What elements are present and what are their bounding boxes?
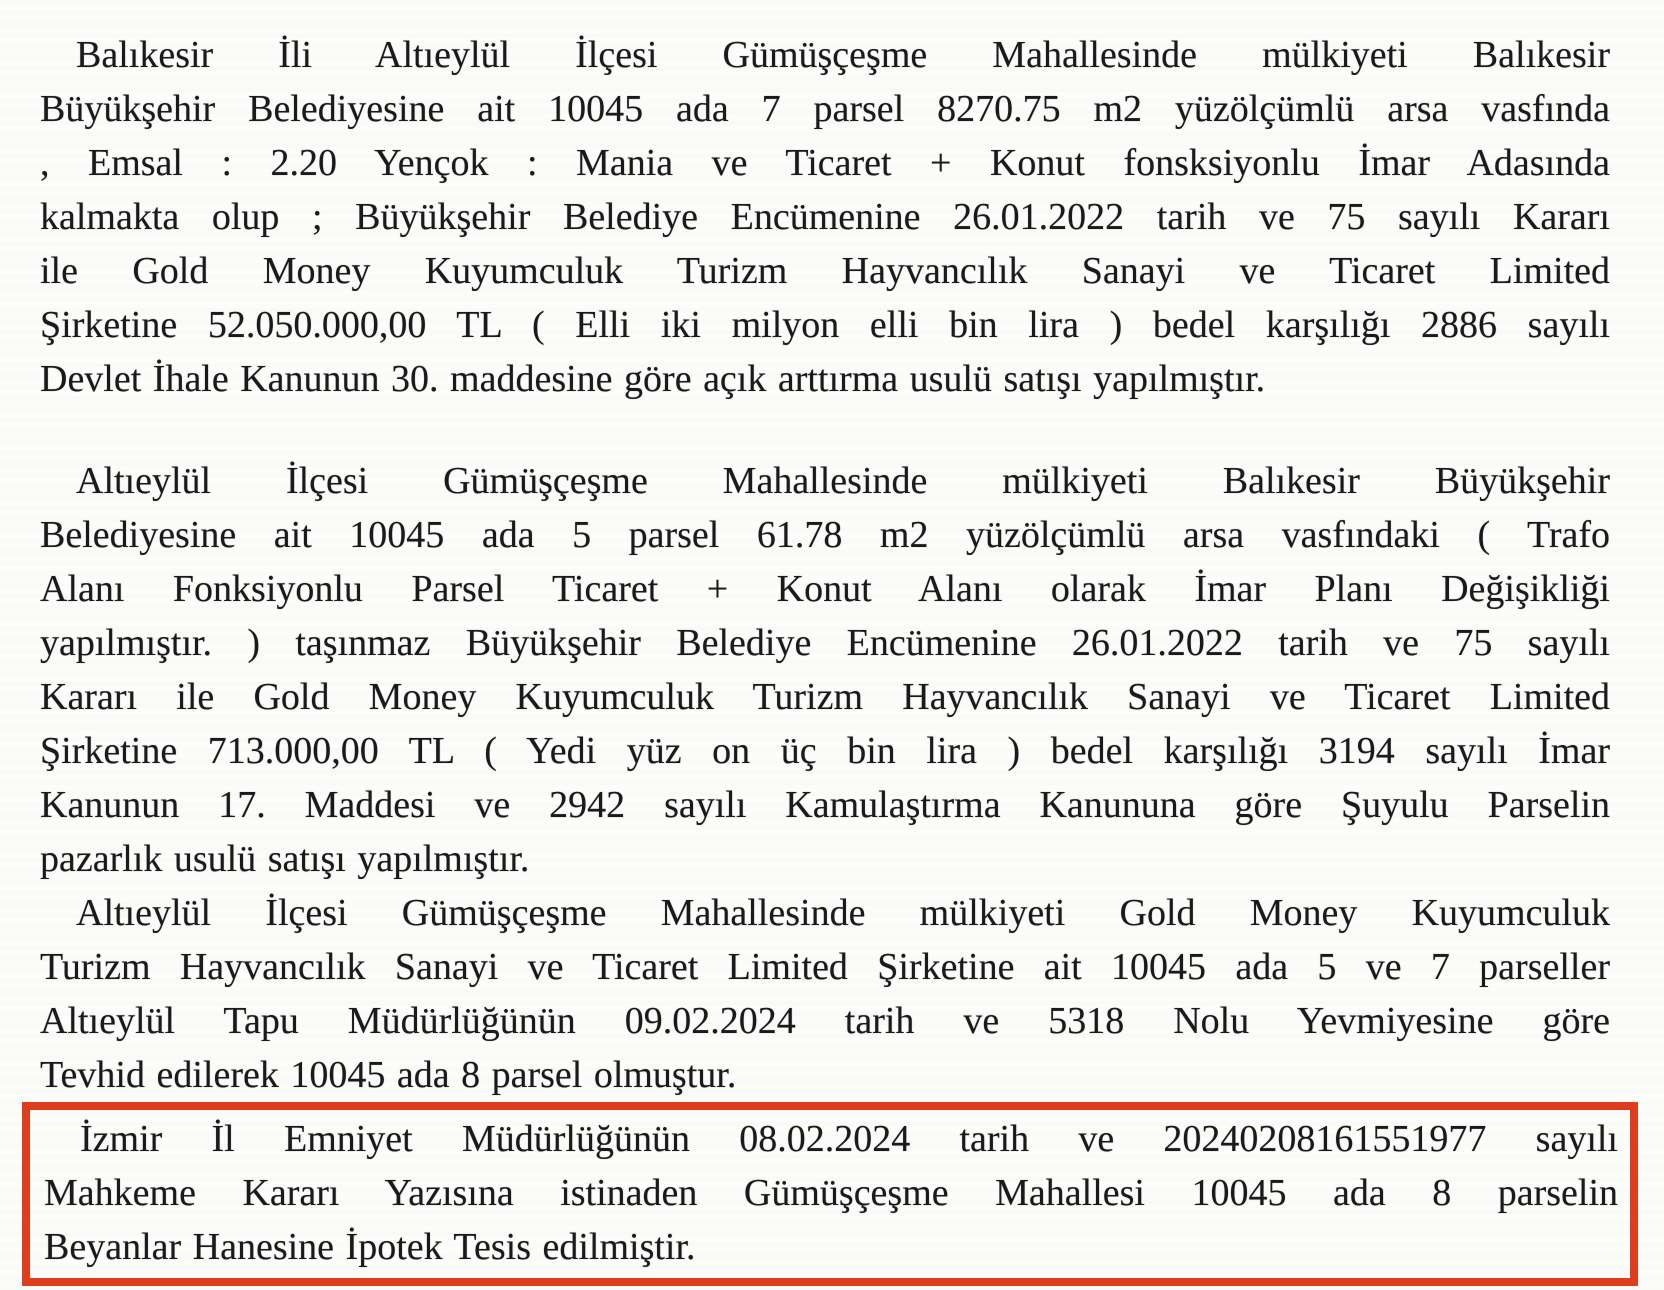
paragraph-gap [40,406,1610,454]
text-line: Altıeylül İlçesi Gümüşçeşme Mahallesinde mülkiyeti Gold Money Kuyumculuk [76,892,1610,934]
text-line: Altıeylül İlçesi Gümüşçeşme Mahallesinde mülkiyeti Balıkesir Büyükşehir [76,460,1610,502]
text-line: Tevhid edilerek 10045 ada 8 parsel olmuştur. [40,1054,737,1096]
text-line: Mahkeme Kararı Yazısına istinaden Gümüşçeşme Mahallesi 10045 ada 8 parselin [44,1172,1618,1214]
paragraph-tevhid [40,886,1610,1102]
paragraph-sale-10045-ada-5 [40,454,1610,886]
text-line: Kararı ile Gold Money Kuyumculuk Turizm Hayvancılık Sanayi ve Ticaret Limited [40,676,1610,718]
text-line: ile Gold Money Kuyumculuk Turizm Hayvancılık Sanayi ve Ticaret Limited [40,250,1610,292]
text-line: Devlet İhale Kanunun 30. maddesine göre açık arttırma usulü satışı yapılmıştır. [40,358,1266,400]
text-line: Büyükşehir Belediyesine ait 10045 ada 7 parsel 8270.75 m2 yüzölçümlü arsa vasfında [40,88,1610,130]
text-line: Turizm Hayvancılık Sanayi ve Ticaret Limited Şirketine ait 10045 ada 5 ve 7 parseller [40,946,1610,988]
text-line: pazarlık usulü satışı yapılmıştır. [40,838,530,880]
highlight-box [22,1102,1638,1286]
text-line: Şirketine 52.050.000,00 TL ( Elli iki milyon elli bin lira ) bedel karşılığı 2886 sayılı [40,304,1610,346]
text-line: Şirketine 713.000,00 TL ( Yedi yüz on üç bin lira ) bedel karşılığı 3194 sayılı İmar [40,730,1610,772]
text-line: Altıeylül Tapu Müdürlüğünün 09.02.2024 tarih ve 5318 Nolu Yevmiyesine göre [40,1000,1610,1042]
text-line: Balıkesir İli Altıeylül İlçesi Gümüşçeşme Mahallesinde mülkiyeti Balıkesir [76,34,1610,76]
text-line: kalmakta olup ; Büyükşehir Belediye Encümenine 26.01.2022 tarih ve 75 sayılı Kararı [40,196,1610,238]
text-line: , Emsal : 2.20 Yençok : Mania ve Ticaret + Konut fonsksiyonlu İmar Adasında [40,142,1610,184]
text-line: Beyanlar Hanesine İpotek Tesis edilmiştir. [44,1226,696,1268]
text-line: Belediyesine ait 10045 ada 5 parsel 61.78 m2 yüzölçümlü arsa vasfındaki ( Trafo [40,514,1610,556]
text-line: Alanı Fonksiyonlu Parsel Ticaret + Konut Alanı olarak İmar Planı Değişikliği [40,568,1610,610]
text-line: Kanunun 17. Maddesi ve 2942 sayılı Kamulaştırma Kanununa göre Şuyulu Parselin [40,784,1610,826]
text-line: yapılmıştır. ) taşınmaz Büyükşehir Belediye Encümenine 26.01.2022 tarih ve 75 sayılı [40,622,1610,664]
text-line: İzmir İl Emniyet Müdürlüğünün 08.02.2024 tarih ve 20240208161551977 sayılı [80,1118,1618,1160]
paragraph-sale-10045-ada-7 [40,28,1610,406]
